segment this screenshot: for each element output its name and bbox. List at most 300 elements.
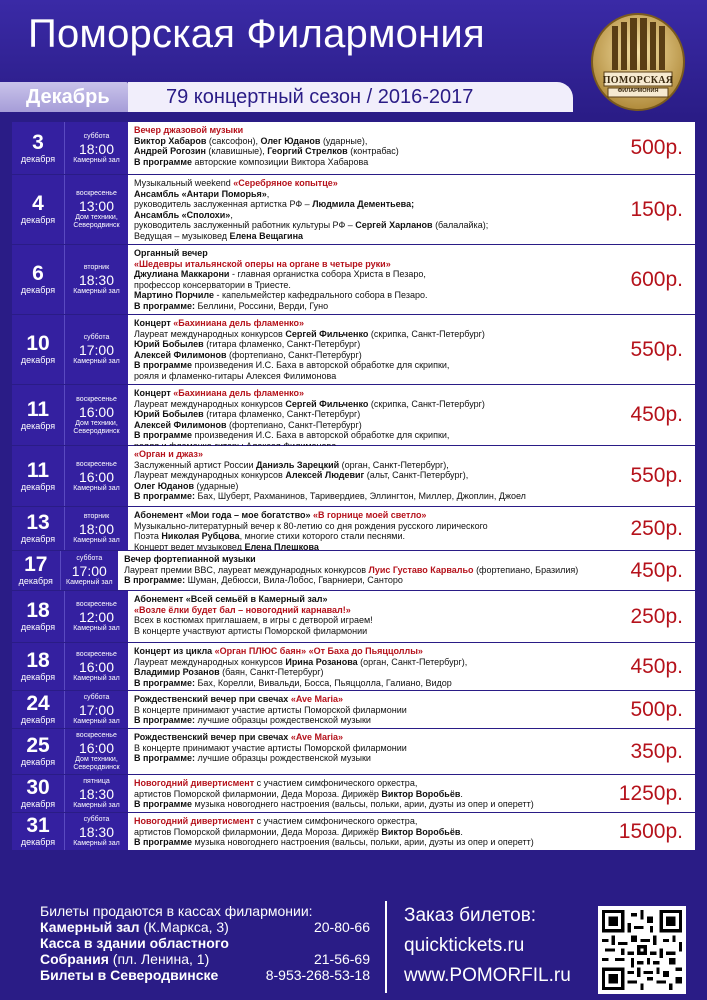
box3-name: Билеты в Северодвинске: [40, 967, 219, 983]
bold-text: Сергей Фильченко: [285, 398, 369, 409]
event-description: [128, 446, 575, 506]
event-weekday: суббота: [83, 334, 110, 341]
event-price: 450р.: [575, 385, 695, 445]
event-title-highlight: Новогодний дивертисмент: [134, 816, 255, 826]
text: .: [460, 826, 463, 837]
box3-phone: 8-953-268-53-18: [265, 967, 370, 983]
description-line: [134, 220, 569, 231]
event-day: 24: [26, 692, 50, 715]
bold-text: В программе:: [134, 753, 196, 763]
event-time: 18:30: [78, 786, 115, 802]
event-title-highlight: Луис Густаво Карвальо: [368, 564, 474, 575]
event-price: 350р.: [575, 729, 695, 774]
event-time: 18:00: [78, 140, 115, 157]
event-day: 3: [32, 130, 44, 154]
online-order: [404, 901, 574, 991]
event-day: 25: [26, 734, 50, 757]
text: (саксофон),: [206, 135, 261, 146]
event-day: 13: [26, 511, 50, 534]
event-day: 17: [24, 553, 48, 576]
description-line: [134, 510, 569, 521]
event-title-highlight: «Шедевры итальянской оперы на органе в четыре руки»: [134, 258, 391, 269]
bold-text: В программе:: [134, 491, 196, 501]
bold-text: Николая Рубцова: [161, 531, 240, 541]
box-office-regional-line1: [40, 935, 370, 951]
event-venue: Камерный зал: [73, 718, 120, 725]
text: (гитара фламенко, Санкт-Петербург): [203, 409, 361, 419]
event-date: [12, 446, 64, 506]
event-title-highlight: Новогодний дивертисмент: [134, 778, 255, 788]
description-line: [134, 778, 569, 789]
box2-phone: 21-56-69: [313, 951, 370, 967]
text: (скрипка, Санкт-Петербург): [368, 398, 485, 409]
event-price: 550р.: [575, 446, 695, 506]
event-row: [12, 591, 695, 643]
event-month: декабря: [20, 622, 56, 632]
description-line: [134, 318, 569, 329]
header: [0, 0, 707, 118]
text: (скрипка, Санкт-Петербург): [368, 328, 485, 339]
event-time: 17:00: [71, 563, 107, 579]
season-label: 79 концертный сезон / 2016-2017: [128, 82, 573, 112]
event-time: 17:00: [78, 702, 115, 718]
event-month: декабря: [20, 799, 56, 809]
description-line: [134, 615, 569, 626]
description-line: [134, 339, 569, 350]
bold-text: Сергей Фильченко: [285, 328, 369, 339]
description-line: [134, 449, 569, 460]
text: с участием симфонического оркестра,: [254, 778, 418, 788]
event-time: 18:30: [78, 272, 115, 288]
bold-text: В программе:: [134, 677, 196, 688]
text: - капельмейстер кафедрального собора в Пезаро.: [213, 290, 428, 300]
event-date: [12, 175, 64, 244]
event-row: [12, 122, 695, 175]
event-time: 16:00: [78, 659, 115, 675]
description-line: [134, 136, 569, 147]
event-venue: Дом техники,: [75, 756, 118, 763]
event-time-venue: [64, 175, 128, 244]
event-time-venue: [64, 775, 128, 812]
event-price: 450р.: [575, 643, 695, 690]
event-weekday: воскресенье: [76, 460, 117, 468]
box2-name: Собрания: [40, 951, 109, 967]
event-price: 150р.: [575, 175, 695, 244]
event-time: 16:00: [78, 468, 115, 485]
text: (фортепиано, Бразилия): [473, 564, 579, 575]
text: Лауреат международных конкурсов: [134, 398, 286, 409]
bold-text: Виктор Воробьёв: [381, 788, 461, 799]
footer-divider: [385, 901, 387, 993]
event-day: 10: [26, 332, 50, 355]
event-row: [12, 643, 695, 691]
bold-text: В программе: [134, 799, 193, 809]
description-line: [134, 827, 569, 838]
bold-text: Олег Юданов: [260, 135, 321, 146]
event-row: [12, 446, 695, 507]
description-line: [134, 667, 569, 678]
event-row: [12, 175, 695, 245]
event-time: 12:00: [78, 609, 115, 625]
bold-text: Ирина Розанова: [285, 656, 358, 667]
bold-text: Рождественский вечер при свечах: [134, 732, 291, 742]
text: произведения И.С. Баха в авторской обработке для скрипки,: [192, 360, 450, 370]
description-line: [134, 705, 569, 716]
event-weekday: суббота: [83, 132, 110, 140]
text: (ударные): [193, 480, 239, 491]
event-weekday: суббота: [76, 555, 103, 562]
description-line: [134, 409, 569, 420]
text: В концерте принимают участие артисты Поморской филармонии: [134, 704, 407, 715]
text: профессор консерватории в Триесте.: [134, 279, 291, 290]
logo-name: ПОМОРСКАЯ: [602, 75, 674, 86]
event-row: [12, 315, 695, 385]
text: руководитель заслуженный работник культуры РФ –: [134, 220, 356, 230]
event-time: 16:00: [78, 403, 115, 420]
event-time: 16:00: [78, 740, 115, 756]
event-weekday: вторник: [83, 513, 110, 520]
text: (фортепиано, Санкт-Петербург): [226, 349, 362, 360]
description-line: [134, 301, 569, 312]
description-line: [134, 290, 569, 301]
bold-text: Юрий Бобылев: [134, 409, 204, 419]
description-line: [134, 816, 569, 827]
text: Лауреат премии BBC, лауреат международных конкурсов: [124, 564, 369, 575]
text: (фортепиано, Санкт-Петербург): [226, 419, 362, 430]
description-line: [134, 125, 569, 136]
description-line: [134, 199, 569, 210]
event-time-venue: [64, 691, 128, 728]
text: Ведущая – музыковед: [134, 230, 230, 241]
event-row: [12, 551, 695, 591]
description-line: [134, 371, 569, 382]
event-description: [128, 507, 575, 550]
event-row: [12, 507, 695, 551]
logo-subtitle: ФИЛАРМОНИЯ: [617, 88, 659, 94]
event-time-venue: [64, 245, 128, 314]
bold-text: В программе:: [124, 575, 186, 585]
bold-text: В программе: [134, 430, 193, 440]
text: Концерт ведет музыковед: [134, 541, 245, 552]
description-line: [134, 789, 569, 800]
event-venue: Камерный зал: [73, 537, 120, 544]
event-weekday: суббота: [83, 816, 110, 823]
text: Бах, Шуберт, Рахманинов, Таривердиев, Эллингтон, Миллер, Джоплин, Джоел: [195, 491, 526, 501]
event-weekday: воскресенье: [76, 601, 117, 608]
text: Музыкальный weekend: [134, 178, 234, 188]
event-time-venue: [64, 315, 128, 384]
text: Лауреат международных конкурсов: [134, 470, 286, 480]
description-line: [134, 481, 569, 492]
text: Бах, Корелли, Вивальди, Босса, Пьяццолла, Галиано, Видор: [195, 677, 452, 688]
bold-text: Концерт из цикла: [134, 646, 215, 656]
bold-text: В программе: [134, 360, 193, 370]
text: Музыкально-литературный вечер к 80-летию со дня рождения русского лирического: [134, 520, 488, 531]
event-time-venue: [64, 385, 128, 445]
description-line: [134, 521, 569, 532]
text: лучшие образцы рождественской музыки: [195, 715, 371, 725]
event-price: 450р.: [584, 551, 695, 590]
text: руководитель заслуженная артистка РФ –: [134, 199, 313, 209]
event-price: 500р.: [575, 122, 695, 174]
event-month: декабря: [20, 534, 56, 544]
event-venue: Северодвинск: [73, 764, 120, 771]
box2-address: (пл. Ленина, 1): [108, 951, 210, 967]
event-price: 1500р.: [575, 813, 695, 850]
event-description: [128, 775, 575, 812]
event-time-venue: [64, 446, 128, 506]
description-line: [134, 388, 569, 399]
event-weekday: воскресенье: [76, 190, 117, 197]
event-row: [12, 729, 695, 775]
description-line: [134, 837, 569, 848]
event-time: 18:30: [78, 824, 115, 840]
text: (орган, Санкт-Петербург),: [339, 459, 449, 470]
event-weekday: суббота: [83, 694, 110, 701]
event-venue: Камерный зал: [73, 288, 120, 295]
text: (ударные),: [320, 135, 368, 146]
event-venue: Камерный зал: [73, 484, 120, 492]
bold-text: Абонемент: [134, 510, 186, 520]
description-line: [134, 210, 569, 221]
text: (альт, Санкт-Петербург),: [364, 470, 469, 480]
event-weekday: воскресенье: [76, 651, 117, 658]
text: ,: [230, 209, 233, 220]
event-title-highlight: «Серебряное копытце»: [233, 178, 338, 188]
bold-text: В программе:: [134, 300, 196, 311]
description-line: [134, 399, 569, 410]
bold-text: Джулиана Маккарони: [134, 269, 230, 279]
event-date: [12, 315, 64, 384]
pomorfil-link[interactable]: www.POMORFIL.ru: [404, 965, 571, 986]
event-date: [12, 122, 64, 174]
event-date: [12, 643, 64, 690]
event-month: декабря: [20, 215, 56, 225]
bold-text: Вечер фортепианной музыки: [124, 554, 256, 564]
text: - главная органистка собора Христа в Пезаро,: [229, 269, 426, 279]
box2-title: Касса в здании областного: [40, 935, 229, 951]
box-office-regional: [40, 951, 370, 967]
event-description: [128, 315, 575, 384]
description-line: [134, 646, 569, 657]
event-time-venue: [64, 122, 128, 174]
bold-text: Андрей Рогозин: [134, 146, 206, 156]
ticket-offices: [40, 903, 370, 983]
text: ,: [266, 188, 270, 199]
text: (балалайка);: [432, 220, 489, 230]
event-month: декабря: [18, 576, 53, 586]
text: музыка новогоднего настроения (вальсы, польки, арии, дуэты из опер и оперетт): [192, 799, 534, 809]
text: (клавишные),: [205, 146, 268, 156]
description-line: [124, 575, 578, 586]
description-line: [134, 626, 569, 637]
event-date: [12, 245, 64, 314]
text: В концерте принимают участие артисты Поморской филармонии: [134, 742, 407, 753]
description-line: [134, 657, 569, 668]
organ-logo-icon: [590, 12, 686, 112]
event-venue: Дом техники,: [75, 419, 118, 427]
text: авторские композиции Виктора Хабарова: [192, 156, 369, 167]
event-day: 18: [26, 649, 50, 672]
description-line: [134, 715, 569, 726]
event-description: [118, 551, 584, 590]
description-line: [134, 743, 569, 754]
event-month: декабря: [20, 285, 56, 295]
box-office-severodvinsk: [40, 967, 370, 983]
bold-text: Виктор Хабаров: [134, 135, 207, 146]
event-price: 500р.: [575, 691, 695, 728]
bold-text: В программе:: [134, 715, 196, 725]
event-venue: Камерный зал: [66, 579, 113, 586]
event-title-highlight: «Орган и джаз»: [134, 449, 204, 459]
text: Беллини, Россини, Верди, Гуно: [195, 300, 329, 311]
text: , многие стихи которого стали песнями.: [239, 531, 405, 541]
event-weekday: пятница: [83, 778, 110, 785]
event-venue: Камерный зал: [73, 840, 120, 847]
text: Заслуженный артист России: [134, 459, 257, 470]
event-description: [128, 813, 575, 850]
event-description: [128, 729, 575, 774]
event-row: [12, 245, 695, 315]
description-line: [134, 460, 569, 471]
description-line: [124, 565, 578, 576]
description-line: [124, 554, 578, 565]
description-line: [134, 605, 569, 616]
description-line: [134, 732, 569, 743]
event-description: [128, 691, 575, 728]
event-title-highlight: «Ave Maria»: [290, 694, 344, 704]
event-venue: Камерный зал: [73, 675, 120, 682]
event-month: декабря: [20, 757, 56, 767]
event-row: [12, 775, 695, 813]
bold-text: Даниэль Зарецкий: [256, 459, 340, 470]
event-price: 250р.: [575, 507, 695, 550]
quicktickets-link[interactable]: quicktickets.ru: [404, 935, 525, 956]
bold-text: Концерт: [134, 318, 174, 328]
event-title-highlight: «Ave Maria»: [290, 732, 344, 742]
event-day: 11: [26, 397, 50, 421]
philharmonic-logo: [590, 12, 686, 112]
event-title-highlight: «Бахиниана дель фламенко»: [173, 388, 305, 398]
month-tab: Декабрь: [0, 82, 128, 112]
description-line: [134, 178, 569, 189]
bold-text: Олег Юданов: [134, 480, 194, 491]
page-title: Поморская Филармония: [28, 12, 485, 56]
event-description: [128, 245, 575, 314]
description-line: [134, 280, 569, 291]
bold-text: Абонемент «Всей семьёй в Камерный зал»: [134, 594, 328, 604]
event-price: 550р.: [575, 315, 695, 384]
event-time-venue: [64, 507, 128, 550]
event-description: [128, 591, 575, 642]
bold-text: Алексей Людевиг: [285, 470, 365, 480]
description-line: [134, 678, 569, 689]
text: Шуман, Дебюсси, Вила-Лобос, Гварниери, Санторо: [185, 575, 403, 585]
description-line: [134, 231, 569, 242]
bold-text: В программе: [134, 837, 193, 847]
description-line: [134, 146, 569, 157]
event-price: 250р.: [575, 591, 695, 642]
text: (гитара фламенко, Санкт-Петербург): [203, 339, 361, 349]
event-venue: Северодвинск: [73, 222, 120, 229]
bold-text: Мартино Порчиле: [134, 290, 214, 300]
event-title-highlight: «Возле ёлки будет бал – новогодний карнавал!»: [134, 604, 351, 615]
event-title-highlight: «В горнице моей светло»: [313, 510, 427, 520]
event-row: [12, 385, 695, 446]
tickets-intro-text: Билеты продаются в кассах филармонии:: [40, 903, 313, 919]
event-date: [12, 775, 64, 812]
event-month: декабря: [20, 672, 56, 682]
event-date: [12, 691, 64, 728]
box-office-chamber-hall: [40, 919, 370, 935]
bold-text: Виктор Воробьёв: [381, 826, 461, 837]
description-line: [134, 694, 569, 705]
description-line: [134, 269, 569, 280]
bold-text: Елена Плешкова: [244, 541, 319, 552]
event-date: [12, 591, 64, 642]
bold-text: Ансамбль «Сполохи»: [134, 209, 231, 220]
event-day: 6: [32, 262, 44, 285]
description-line: [134, 360, 569, 371]
event-time-venue: [60, 551, 119, 590]
event-time: 17:00: [78, 342, 115, 358]
event-description: [128, 175, 575, 244]
text: (орган, Санкт-Петербург),: [357, 656, 468, 667]
qr-code[interactable]: [598, 906, 686, 994]
event-venue: Камерный зал: [73, 156, 120, 164]
event-time-venue: [64, 813, 128, 850]
event-title-highlight: Вечер джазовой музыки: [134, 125, 244, 135]
event-time: 18:00: [78, 521, 115, 537]
event-time: 13:00: [78, 198, 115, 214]
text: .: [460, 788, 463, 799]
event-row: [12, 813, 695, 851]
event-day: 30: [26, 776, 50, 799]
description-line: [134, 531, 569, 542]
event-title-highlight: «Орган ПЛЮС баян» «От Баха до Пьяццоллы»: [214, 646, 423, 656]
event-weekday: воскресенье: [76, 395, 117, 403]
bold-text: Алексей Филимонов: [134, 349, 227, 360]
box1-name: Камерный зал: [40, 919, 140, 935]
bold-text: Концерт: [134, 388, 174, 398]
event-day: 31: [26, 814, 50, 837]
text: (контрабас): [347, 146, 399, 156]
text: артистов Поморской филармонии, Деда Мороза. Дирижёр: [134, 826, 382, 837]
concert-schedule: [12, 122, 695, 851]
description-line: [134, 491, 569, 502]
bold-text: «Мои года – мое богатство»: [185, 510, 314, 520]
event-weekday: вторник: [83, 264, 110, 271]
text: Лауреат международных конкурсов: [134, 328, 286, 339]
bold-text: Сергей Харланов: [355, 220, 433, 230]
description-line: [134, 248, 569, 259]
event-venue: Северодвинск: [73, 427, 120, 435]
bold-text: Елена Вещагина: [229, 230, 304, 241]
event-description: [128, 122, 575, 174]
text: В концерте участвуют артисты Поморской филармонии: [134, 625, 368, 636]
event-day: 11: [26, 458, 50, 482]
description-line: [134, 799, 569, 810]
description-line: [134, 430, 569, 441]
description-line: [134, 329, 569, 340]
description-line: [134, 420, 569, 431]
event-description: [128, 643, 575, 690]
bold-text: Владимир Розанов: [134, 667, 220, 677]
bold-text: Органный вечер: [134, 248, 208, 258]
text: лучшие образцы рождественской музыки: [195, 753, 371, 763]
bold-text: Георгий Стрелков: [267, 146, 348, 156]
bold-text: Рождественский вечер при свечах: [134, 694, 291, 704]
